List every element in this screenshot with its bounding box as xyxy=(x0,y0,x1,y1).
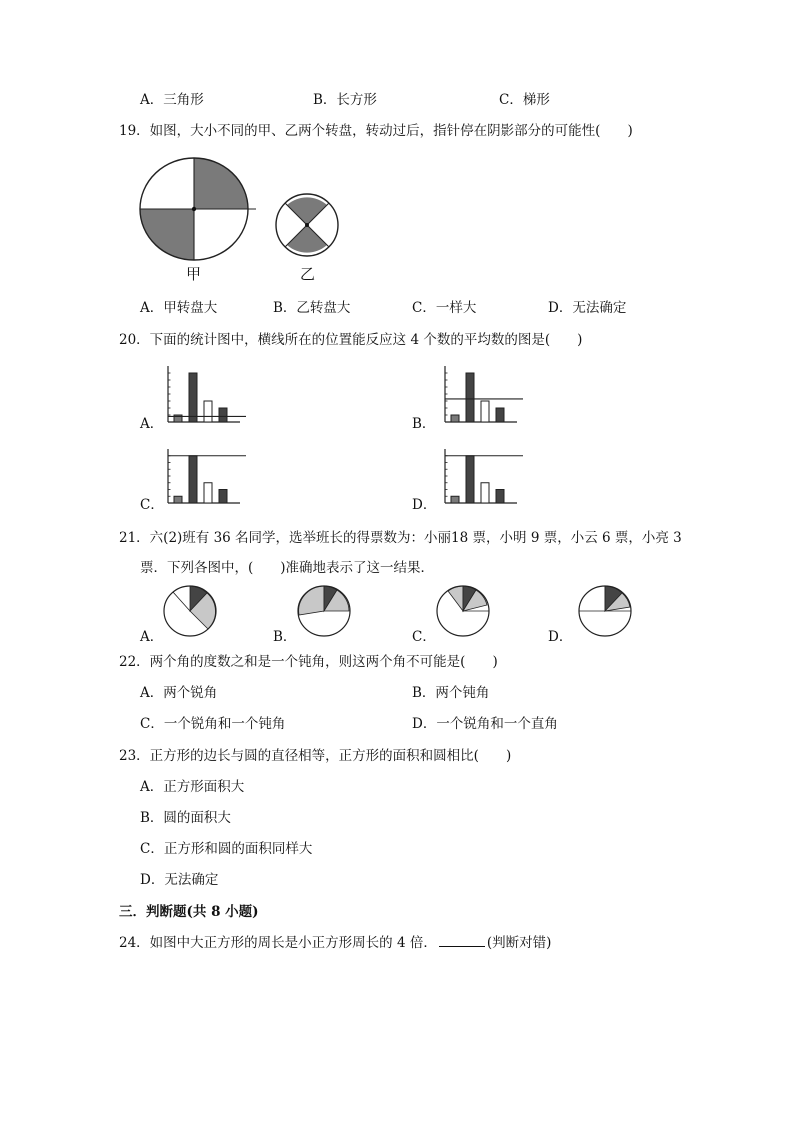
spinner-jia-label: 甲 xyxy=(186,265,202,283)
spinner-jia-shaded-bottom-left xyxy=(140,209,194,260)
bar-2 xyxy=(466,456,474,503)
bar-1 xyxy=(174,496,182,503)
spinner-yi-label: 乙 xyxy=(300,265,316,283)
q21-option-a-label: A． xyxy=(140,629,164,645)
q22-option-b: B．两个钝角 xyxy=(412,685,490,701)
q22-option-a: A．两个锐角 xyxy=(140,685,218,701)
bar-chart-option-a xyxy=(166,364,248,424)
q23-question: 23．正方形的边长与圆的直径相等，正方形的面积和圆相比( ) xyxy=(119,748,512,764)
q21-question-line1: 21．六(2)班有 36 名同学，选举班长的得票数为：小丽18 票，小明 9 票，小云 6 票，小亮 3 xyxy=(119,530,682,546)
bar-4 xyxy=(219,408,227,422)
q19-option-b: B．乙转盘大 xyxy=(273,300,351,316)
bar-2 xyxy=(189,456,197,503)
q23-option-b: B．圆的面积大 xyxy=(140,810,231,826)
q24-text-before: 24．如图中大正方形的周长是小正方形周长的 4 倍． xyxy=(119,935,437,951)
q18-option-a: A．三角形 xyxy=(140,92,204,108)
q21-question-line2: 票．下列各图中，( )准确地表示了这一结果． xyxy=(140,560,435,576)
q23-option-c: C．正方形和圆的面积同样大 xyxy=(140,841,313,857)
q21-option-d-label: D． xyxy=(548,629,573,645)
bar-4 xyxy=(496,490,504,504)
q21-option-c-label: C． xyxy=(412,629,436,645)
q22-option-d: D．一个锐角和一个直角 xyxy=(412,716,558,732)
bar-1 xyxy=(451,415,459,422)
bar-chart-option-d xyxy=(443,447,525,505)
bar-1 xyxy=(451,496,459,503)
q22-question: 22．两个角的度数之和是一个钝角，则这两个角不可能是( ) xyxy=(119,654,498,670)
section-title-judgement: 三．判断题(共 8 小题) xyxy=(119,904,259,920)
q18-option-c: C．梯形 xyxy=(499,92,550,108)
q23-option-a: A．正方形面积大 xyxy=(140,779,245,795)
spinner-jia xyxy=(138,156,258,266)
bar-4 xyxy=(496,408,504,422)
pie-option-d xyxy=(578,585,634,637)
q23-option-d: D．无法确定 xyxy=(140,872,219,888)
q20-option-d-label: D． xyxy=(412,497,437,513)
spinner-jia-shaded-top-right xyxy=(194,158,248,209)
bar-4 xyxy=(219,490,227,504)
bar-3 xyxy=(481,401,489,422)
pie-option-c xyxy=(436,585,492,637)
q24-question xyxy=(119,934,551,952)
spinner-yi xyxy=(272,192,342,258)
bar-chart-option-b xyxy=(443,364,525,424)
pie-option-b xyxy=(297,585,353,637)
bar-2 xyxy=(466,373,474,422)
q19-question: 19．如图，大小不同的甲、乙两个转盘，转动过后，指针停在阴影部分的可能性( ) xyxy=(119,123,633,139)
q18-option-b: B．长方形 xyxy=(313,92,377,108)
bar-3 xyxy=(481,483,489,503)
q20-question: 20．下面的统计图中，横线所在的位置能反应这 4 个数的平均数的图是( ) xyxy=(119,332,583,348)
q19-option-a: A．甲转盘大 xyxy=(140,300,218,316)
q19-option-d: D．无法确定 xyxy=(548,300,627,316)
q20-option-c-label: C． xyxy=(140,497,164,513)
q19-option-c: C．一样大 xyxy=(412,300,477,316)
pie-option-a xyxy=(163,585,219,637)
bar-3 xyxy=(204,401,212,422)
q20-option-b-label: B． xyxy=(412,416,436,432)
bar-chart-option-c xyxy=(166,447,248,505)
q20-option-a-label: A． xyxy=(140,416,164,432)
q24-text-after: (判断对错) xyxy=(486,935,552,951)
q21-option-b-label: B． xyxy=(273,629,297,645)
bar-3 xyxy=(204,483,212,503)
q24-answer-blank[interactable] xyxy=(439,934,485,947)
bar-2 xyxy=(189,373,197,422)
q22-option-c: C．一个锐角和一个钝角 xyxy=(140,716,286,732)
